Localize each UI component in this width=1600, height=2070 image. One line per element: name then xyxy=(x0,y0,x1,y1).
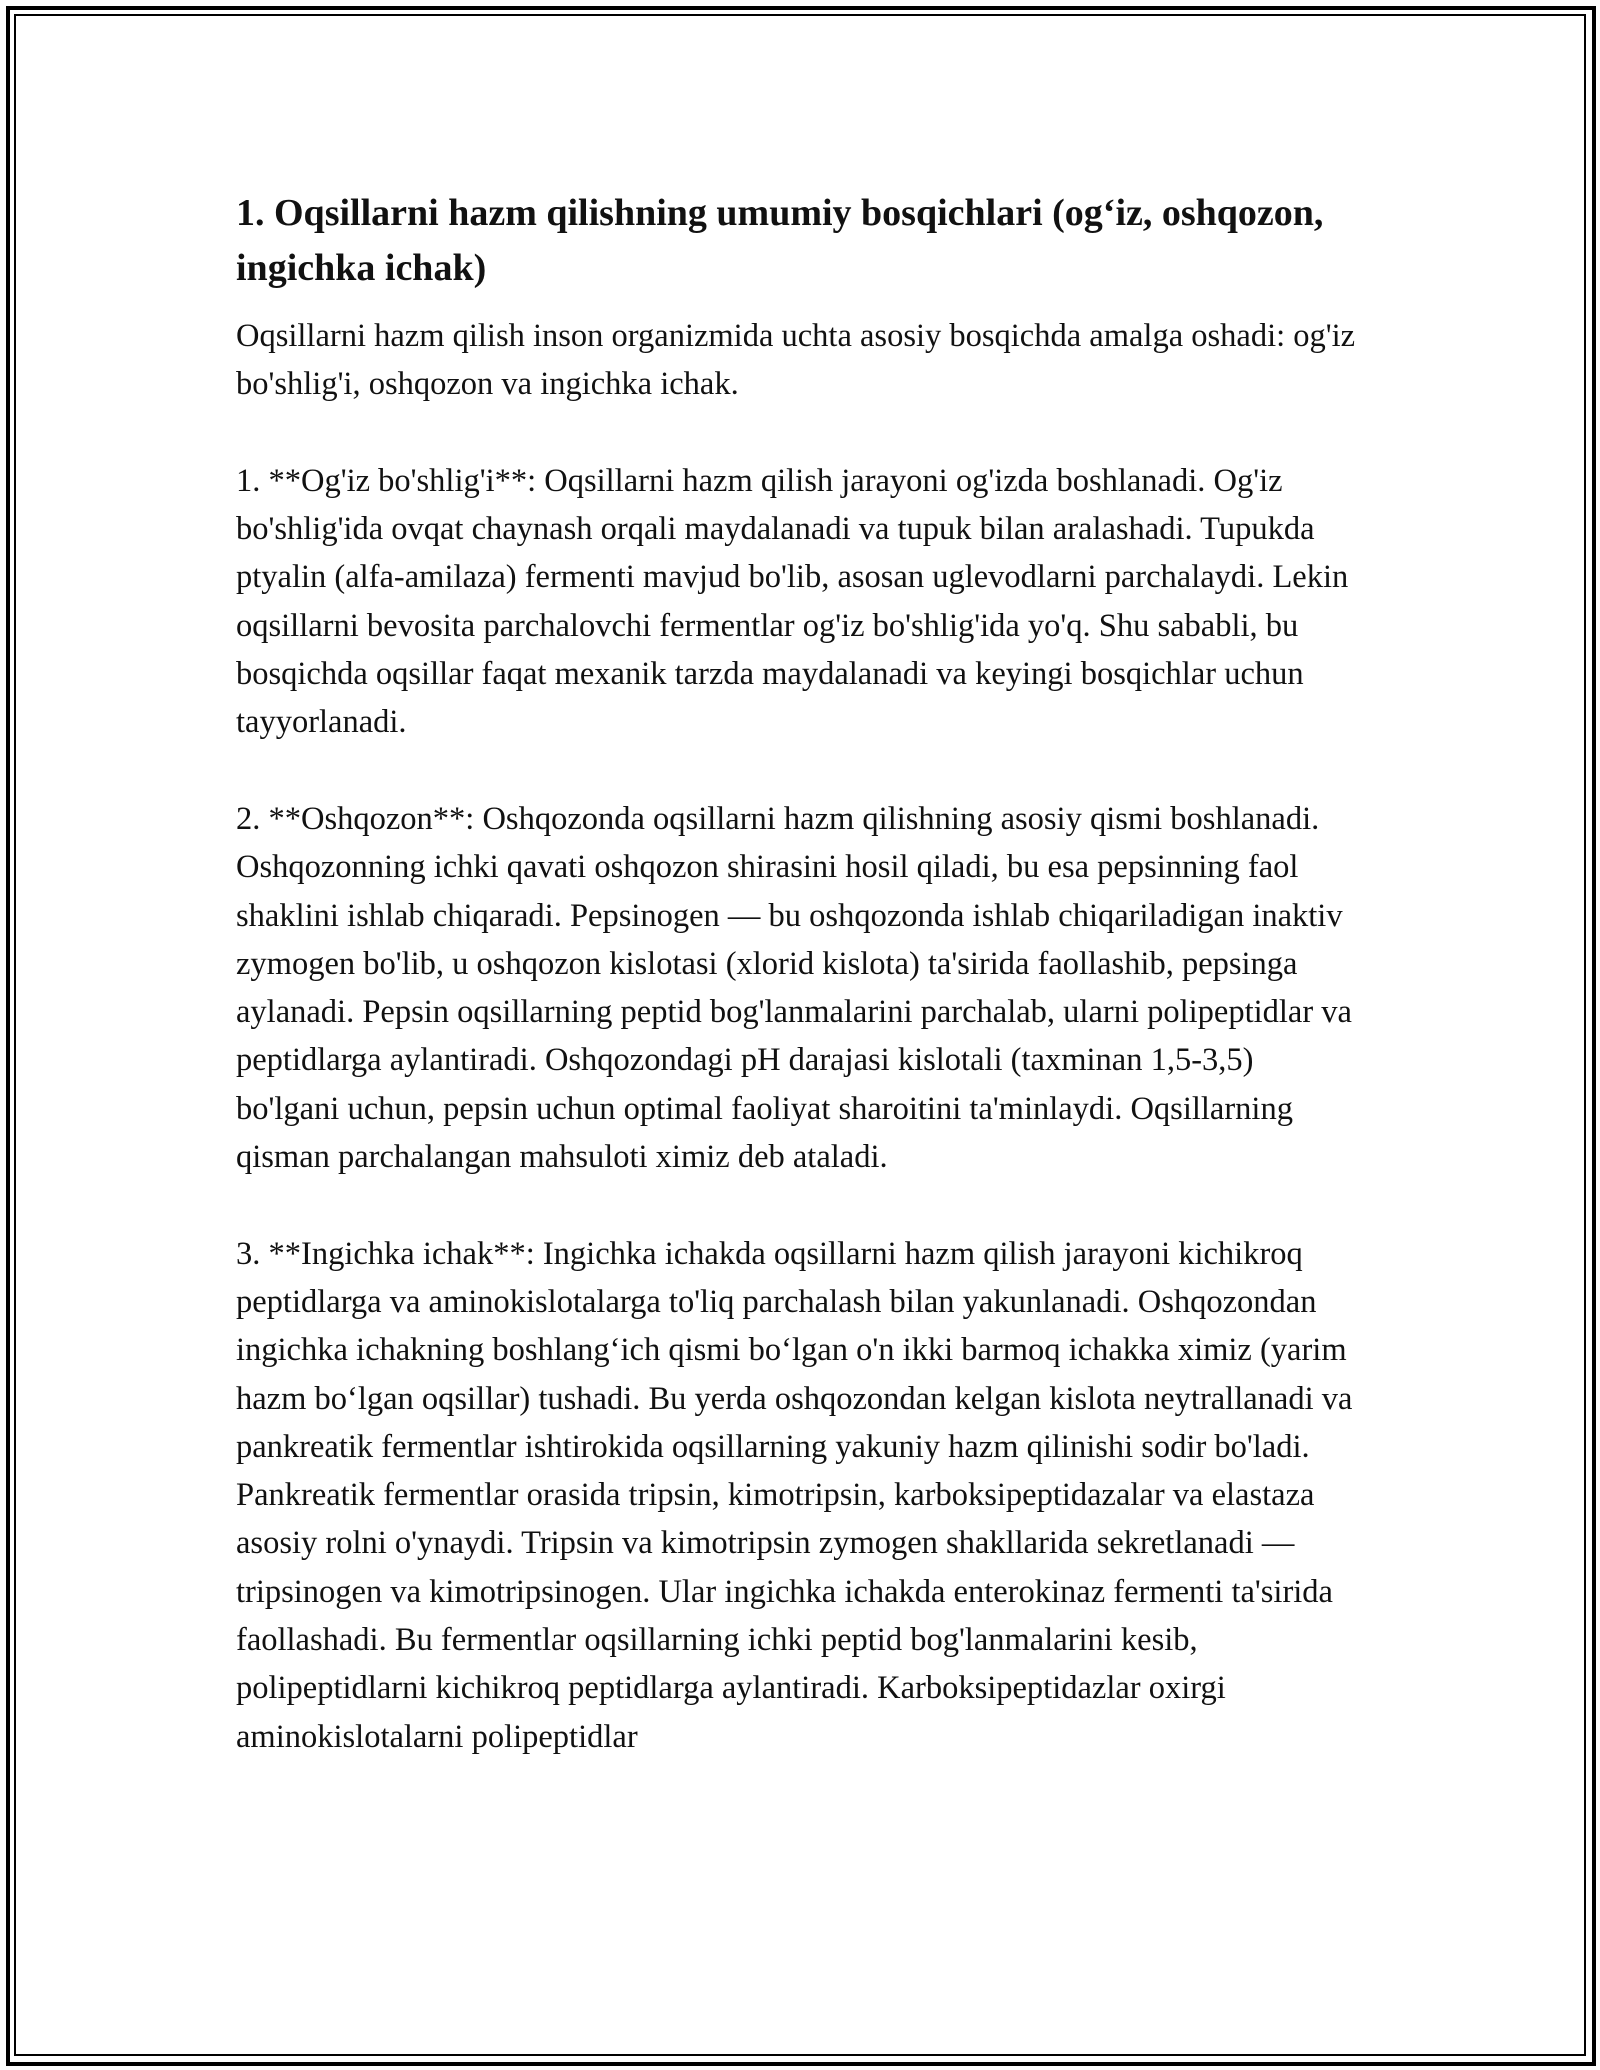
intro-paragraph: Oqsillarni hazm qilish inson organizmida uchta asosiy bosqichda amalga oshadi: og'iz bo'shlig'i, oshqozon va ingichka ichak. xyxy=(236,318,1356,403)
section-heading: 1. Oqsillarni hazm qilishning umumiy bosqichlari (og‘iz, oshqozon, ingichka ichak) xyxy=(236,192,1324,289)
paragraph-small-intestine: 3. **Ingichka ichak**: Ingichka ichakda oqsillarni hazm qilish jarayoni kichikroq peptidlarga va aminokislotalarga to'liq parchalash bilan yakunlanadi. Oshqozondan ingichka ichakning boshlang‘ich qismi bo‘lgan o'n ikki barmoq ichakka ximiz (yarim hazm bo‘lgan oqsillar) tushadi. Bu yerda oshqozondan kelgan kislota neytrallanadi va pankreatik fermentlar ishtirokida oqsillarning yakuniy hazm qilinishi sodir bo'ladi. Pankreatik fermentlar orasida tripsin, kimotripsin, karboksipeptidazalar va elastaza asosiy rolni o'ynaydi. Tripsin va kimotripsin zymogen shakllarida sekretlanadi — tripsinogen va kimotripsinogen. Ular ingichka ichakda enterokinaz fermenti ta'sirida faollashadi. Bu fermentlar oqsillarning ichki peptid bog'lanmalarini kesib, polipeptidlarni kichikroq peptidlarga aylantiradi. Karboksipeptidazlar oxirgi aminokislotalarni polipeptidlar xyxy=(236,1235,1353,1755)
paragraph-stomach: 2. **Oshqozon**: Oshqozonda oqsillarni hazm qilishning asosiy qismi boshlanadi. Oshqozonning ichki qavati oshqozon shirasini hosil qiladi, bu esa pepsinning faol shaklini ishlab chiqaradi. Pepsinogen — bu oshqozonda ishlab chiqariladigan inaktiv zymogen bo'lib, u oshqozon kislotasi (xlorid kislota) ta'sirida faollashib, pepsinga aylanadi. Pepsin oqsillarning peptid bog'lanmalarini parchalab, ularni polipeptidlar va peptidlarga aylantiradi. Oshqozondagi pH darajasi kislotali (taxminan 1,5-3,5) bo'lgani uchun, pepsin uchun optimal faoliyat sharoitini ta'minlaydi. Oqsillarning qisman parchalangan mahsuloti ximiz deb ataladi. xyxy=(236,800,1352,1176)
paragraph-oral-cavity: 1. **Og'iz bo'shlig'i**: Oqsillarni hazm qilish jarayoni og'izda boshlanadi. Og'iz bo'shlig'ida ovqat chaynash orqali maydalanadi va tupuk bilan aralashadi. Tupukda ptyalin (alfa-amilaza) fermenti mavjud bo'lib, asosan uglevodlarni parchalaydi. Lekin oqsillarni bevosita parchalovchi fermentlar og'iz bo'shlig'ida yo'q. Shu sababli, bu bosqichda oqsillar faqat mexanik tarzda maydalanadi va keyingi bosqichlar uchun tayyorlanadi. xyxy=(236,462,1349,741)
document-body xyxy=(236,186,1356,1809)
